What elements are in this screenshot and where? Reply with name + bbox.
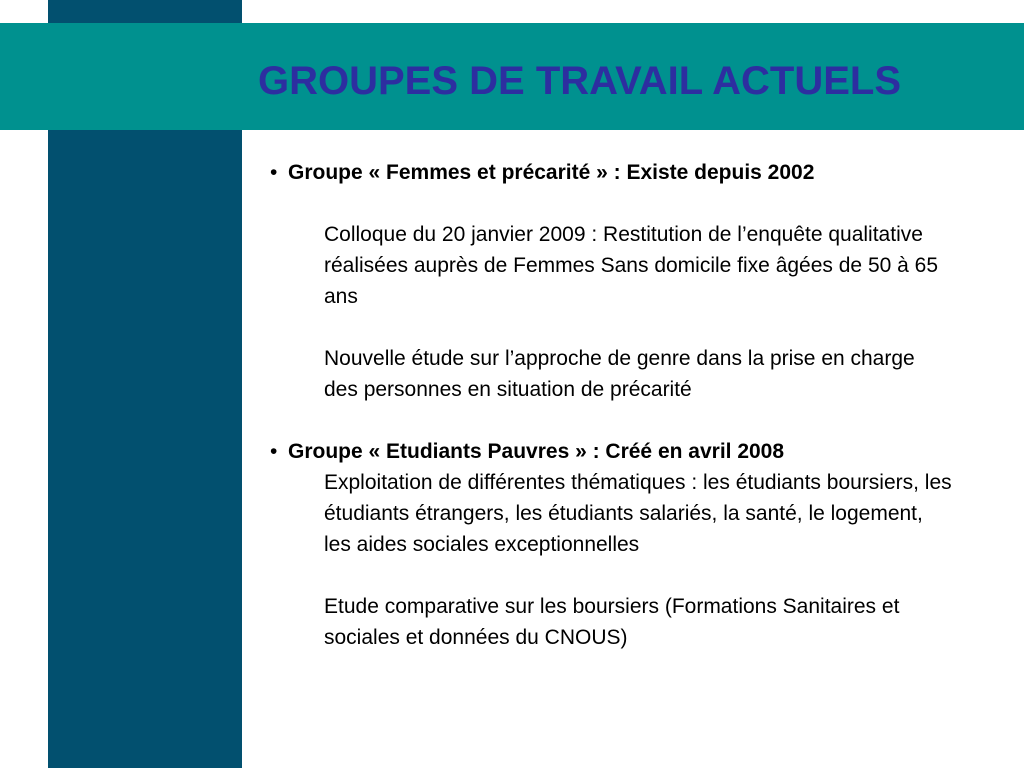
- bullet-icon: •: [270, 161, 278, 184]
- section-heading: Groupe « Femmes et précarité » : Existe depuis 2002: [288, 161, 815, 184]
- slide-title: GROUPES DE TRAVAIL ACTUELS: [258, 59, 902, 103]
- bullet-heading-femmes: [270, 157, 990, 188]
- bullet-icon: •: [270, 440, 278, 463]
- bullet-heading-etudiants: [270, 436, 990, 467]
- paragraph-nouvelle-etude: Nouvelle étude sur l’approche de genre dans la prise en charge des personnes en situation de précarité: [324, 347, 915, 401]
- paragraph-exploitation: Exploitation de différentes thématiques : les étudiants boursiers, les étudiants étrangers, les étudiants salariés, la santé, le logement, les aides sociales exceptionnelles: [324, 471, 952, 556]
- section-heading: Groupe « Etudiants Pauvres » : Créé en avril 2008: [288, 440, 785, 463]
- slide-content: [270, 157, 990, 653]
- paragraph-etude-comparative: Etude comparative sur les boursiers (Formations Sanitaires et sociales et données du CNOUS): [324, 595, 900, 649]
- paragraph-colloque: Colloque du 20 janvier 2009 : Restitution de l’enquête qualitative réalisées auprès de Femmes Sans domicile fixe âgées de 50 à 65 ans: [324, 223, 939, 308]
